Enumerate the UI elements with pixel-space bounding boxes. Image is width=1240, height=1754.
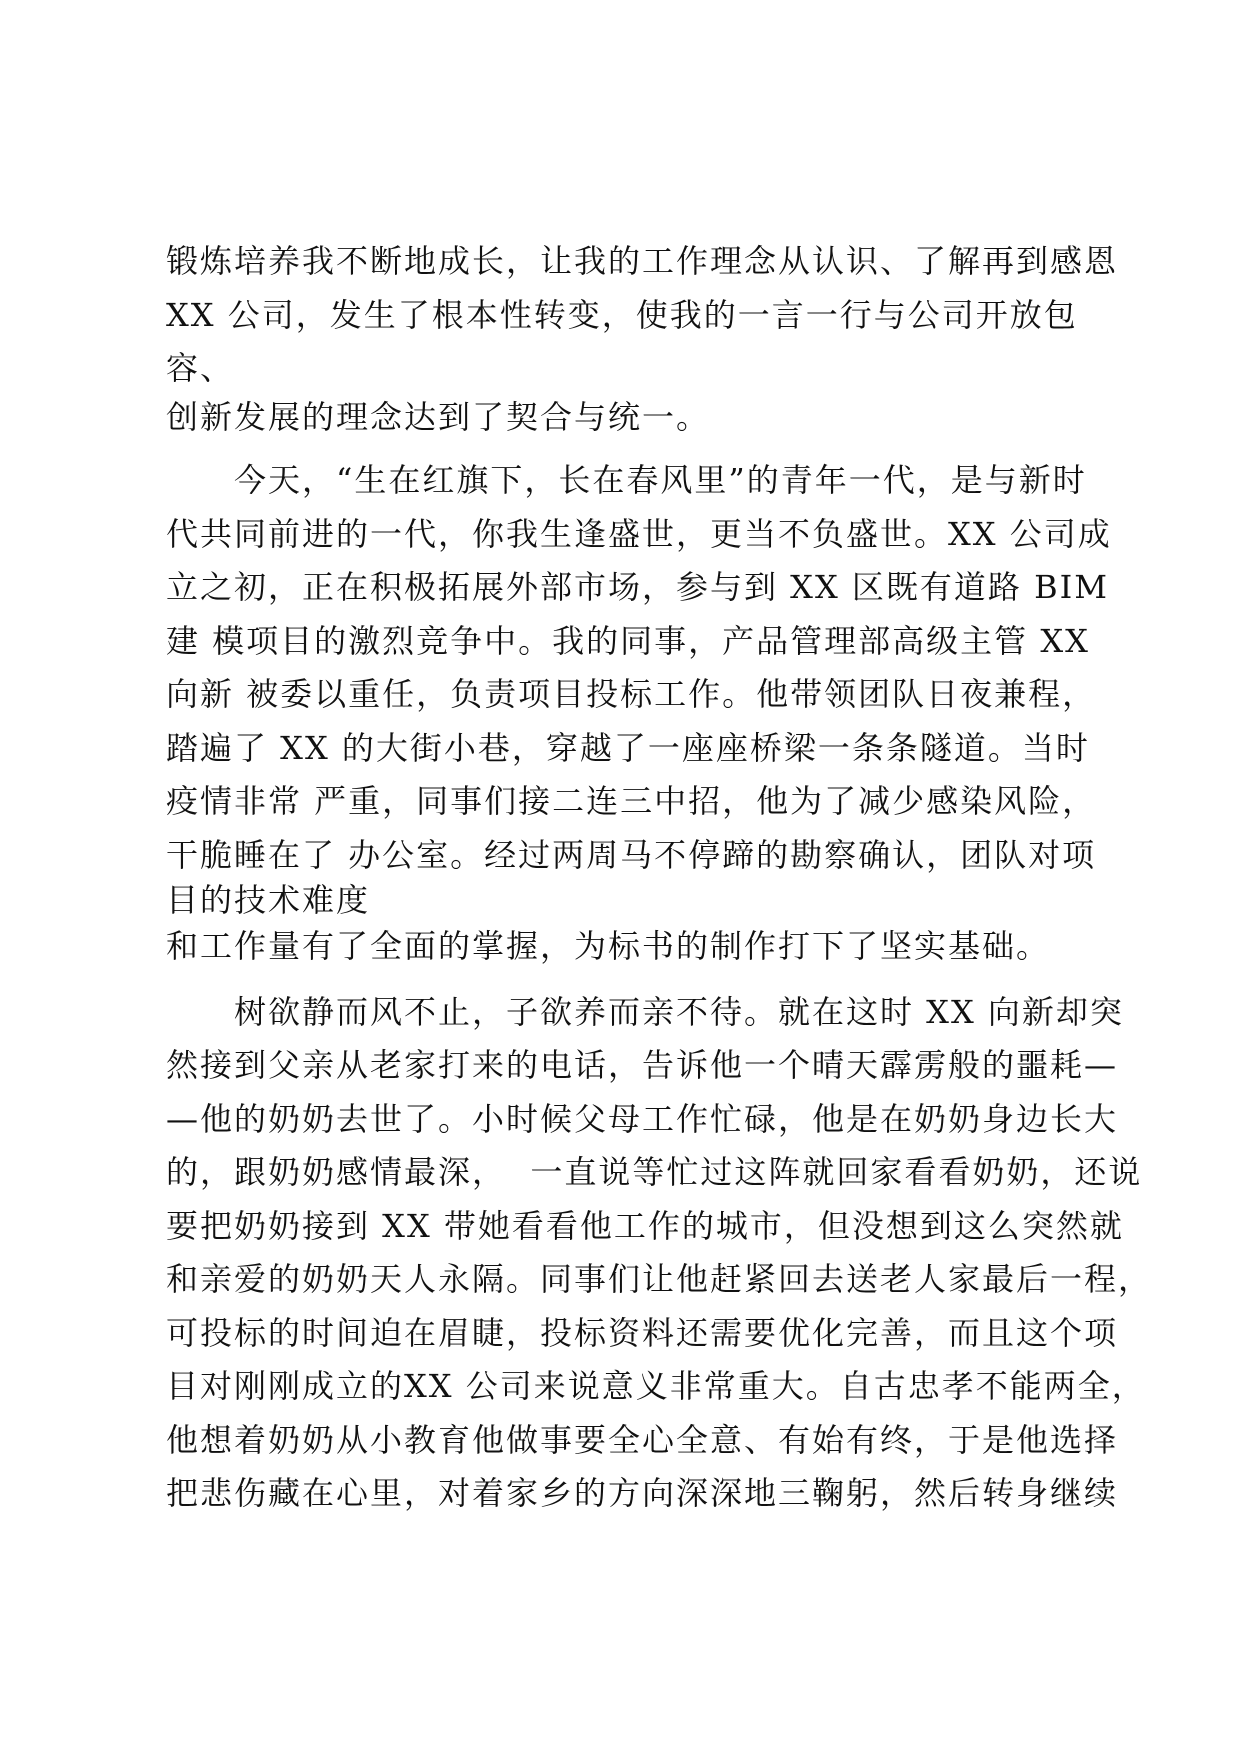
text-line: 踏遍了 XX 的大街小巷，穿越了一座座桥梁一条条隧道。当时 bbox=[166, 729, 1090, 767]
text-line: 他想着奶奶从小教育他做事要全心全意、有始有终，于是他选择 bbox=[166, 1421, 1119, 1459]
text-line: 和工作量有了全面的掌握，为标书的制作打下了坚实基础。 bbox=[166, 927, 1051, 965]
text-line: 今天，“生在红旗下，长在春风里”的青年一代，是与新时 bbox=[166, 461, 1087, 499]
text-line: 的，跟奶奶感情最深， 一直说等忙过这阵就回家看看奶奶，还说 bbox=[166, 1153, 1143, 1191]
text-line: 可投标的时间迫在眉睫，投标资料还需要优化完善，而且这个项 bbox=[166, 1314, 1119, 1352]
text-line: 创新发展的理念达到了契合与统一。 bbox=[166, 398, 711, 436]
text-line: 代共同前进的一代，你我生逢盛世，更当不负盛世。XX 公司成 bbox=[166, 515, 1112, 553]
text-line: 目的技术难度 bbox=[166, 881, 371, 919]
text-line: 和亲爱的奶奶天人永隔。同事们让他赶紧回去送老人家最后一程， bbox=[166, 1260, 1153, 1298]
text-line: 目对刚刚成立的XX 公司来说意义非常重大。自古忠孝不能两全， bbox=[166, 1367, 1146, 1405]
text-line: 把悲伤藏在心里，对着家乡的方向深深地三鞠躬，然后转身继续 bbox=[166, 1474, 1119, 1512]
text-line: 容、 bbox=[166, 349, 235, 387]
text-line: 要把奶奶接到 XX 带她看看他工作的城市，但没想到这么突然就 bbox=[166, 1207, 1124, 1245]
text-line: 建 模项目的激烈竞争中。我的同事，产品管理部高级主管 XX bbox=[166, 622, 1090, 660]
text-line: XX 公司，发生了根本性转变，使我的一言一行与公司开放包 bbox=[166, 296, 1078, 334]
text-line: 立之初，正在积极拓展外部市场，参与到 XX 区既有道路 BIM bbox=[166, 568, 1110, 606]
text-line: —他的奶奶去世了。小时候父母工作忙碌，他是在奶奶身边长大 bbox=[166, 1100, 1119, 1138]
text-line: 然接到父亲从老家打来的电话，告诉他一个晴天霹雳般的噩耗— bbox=[166, 1046, 1119, 1084]
text-line: 疫情非常 严重，同事们接二连三中招，他为了减少感染风险， bbox=[166, 782, 1097, 820]
text-line: 锻炼培养我不断地成长，让我的工作理念从认识、了解再到感恩 bbox=[166, 242, 1119, 280]
text-line: 树欲静而风不止，子欲养而亲不待。就在这时 XX 向新却突 bbox=[166, 993, 1124, 1031]
text-line: 干脆睡在了 办公室。经过两周马不停蹄的勘察确认，团队对项 bbox=[166, 836, 1097, 874]
text-line: 向新 被委以重任，负责项目投标工作。他带领团队日夜兼程， bbox=[166, 675, 1097, 713]
